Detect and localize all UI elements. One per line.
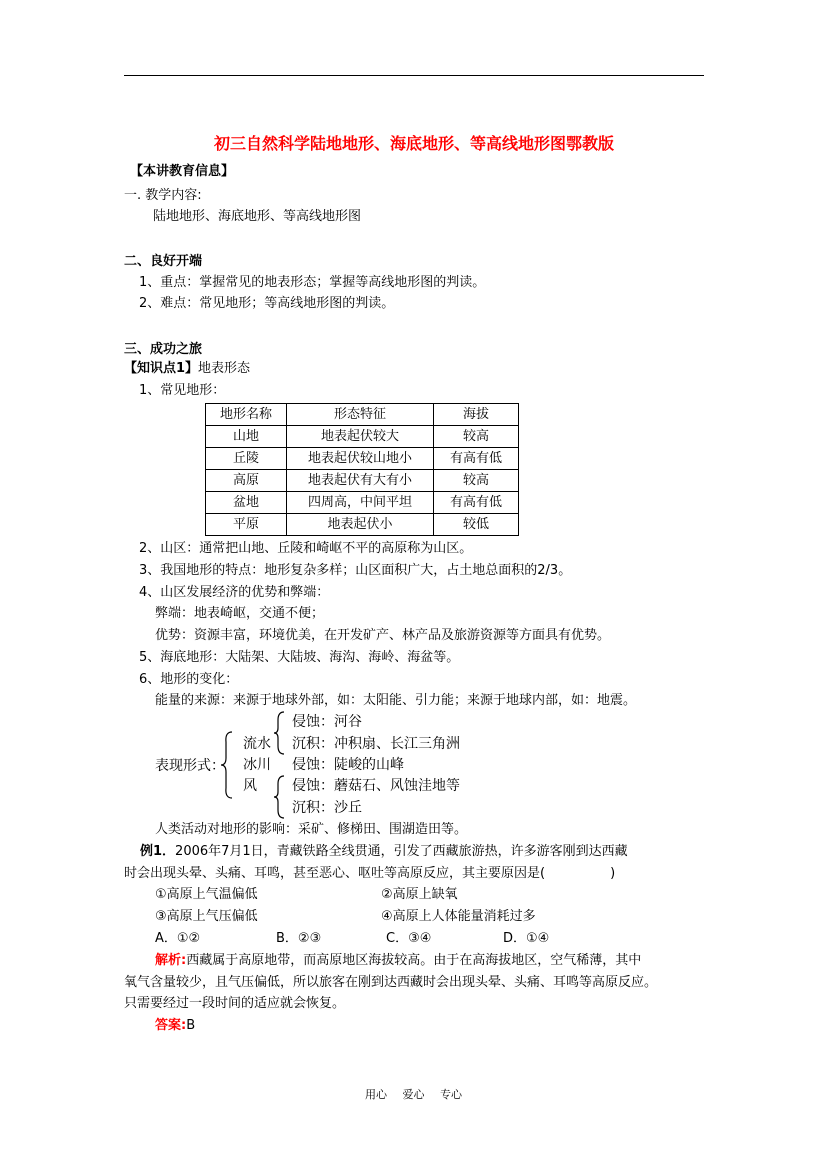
example-line-1	[140, 843, 628, 861]
table-cell: 较高	[434, 426, 519, 448]
answer-line	[155, 1017, 195, 1035]
wind-brace-icon	[273, 775, 285, 820]
forms-label: 表现形式：	[155, 758, 225, 774]
terrain-change-item: 6、地形的变化：	[139, 672, 239, 687]
answer-label: 答案:	[155, 1018, 187, 1033]
china-terrain-item: 3、我国地形的特点：地形复杂多样；山区面积广大，占土地总面积的2/3。	[139, 563, 572, 578]
table-cell: 较高	[434, 470, 519, 492]
table-row	[206, 426, 519, 448]
table-row	[206, 470, 519, 492]
disadvantage-text: 弊端：地表崎岖，交通不便；	[155, 606, 325, 621]
table-cell: 高原	[206, 470, 287, 492]
wind-deposit-text: 沉积：沙丘	[292, 800, 362, 816]
running-water-label: 流水	[243, 736, 271, 752]
section-3-label: 三、成功之旅	[124, 342, 203, 357]
knowledge-point-title: 地表形态	[198, 361, 251, 376]
knowledge-point-heading	[124, 360, 250, 378]
common-terrain-label: 1、常见地形：	[139, 383, 226, 398]
section-heading-info: 【本讲教育信息】	[130, 164, 235, 179]
option-4: ④高原上人体能量消耗过多	[381, 909, 536, 924]
glacier-label: 冰川	[243, 757, 271, 773]
table-row	[206, 448, 519, 470]
choice-a: A．①②	[155, 931, 201, 946]
water-brace-icon	[273, 711, 285, 756]
human-impact-text: 人类活动对地形的影响：采矿、修梯田、围湖造田等。	[155, 822, 468, 837]
option-3: ③高原上气压偏低	[155, 909, 258, 924]
choice-d: D．①④	[503, 931, 550, 946]
option-2: ②高原上缺氧	[381, 887, 458, 902]
water-erosion-text: 侵蚀：河谷	[292, 714, 362, 730]
table-cell: 平原	[206, 514, 287, 536]
table-cell: 地表起伏有大有小	[287, 470, 434, 492]
page-footer	[0, 1086, 827, 1102]
glacier-erosion-text: 侵蚀：陡峻的山峰	[292, 757, 404, 773]
table-header-cell: 海拔	[434, 404, 519, 426]
table-cell: 有高有低	[434, 492, 519, 514]
table-cell: 较低	[434, 514, 519, 536]
table-cell: 四周高，中间平坦	[287, 492, 434, 514]
table-cell: 盆地	[206, 492, 287, 514]
answer-value: B	[186, 1018, 196, 1033]
energy-source-text: 能量的来源：来源于地球外部，如：太阳能、引力能；来源于地球内部，如：地震。	[155, 693, 637, 708]
example-line-2: 时会出现头晕、头痛、耳鸣，甚至恶心、呕吐等高原反应，其主要原因是( )	[124, 866, 616, 881]
table-row	[206, 492, 519, 514]
wind-label: 风	[243, 778, 257, 794]
table-cell: 地表起伏小	[287, 514, 434, 536]
mountain-economy-item: 4、山区发展经济的优势和弊端：	[139, 585, 330, 600]
wind-erosion-text: 侵蚀：蘑菇石、风蚀洼地等	[292, 778, 460, 794]
analysis-line-3: 只需要经过一段时间的适应就会恢复。	[124, 996, 346, 1011]
choice-c: C．③④	[386, 931, 432, 946]
section-1-text: 陆地地形、海底地形、等高线地形图	[153, 209, 362, 224]
table-header-cell: 形态特征	[287, 404, 434, 426]
water-deposit-text: 沉积：冲积扇、长江三角洲	[292, 736, 460, 752]
table-row	[206, 514, 519, 536]
knowledge-point-bracket: 【知识点1】	[124, 361, 199, 376]
main-brace-icon	[220, 730, 234, 800]
option-1: ①高原上气温偏低	[155, 887, 258, 902]
terrain-table	[205, 403, 519, 536]
analysis-line-2: 氧气含量较少，且气压偏低，所以旅客在刚到达西藏时会出现头晕、头痛、耳鸣等高原反应。	[124, 975, 658, 990]
example-label: 例1．	[140, 844, 176, 859]
table-header-row	[206, 404, 519, 426]
table-cell: 有高有低	[434, 448, 519, 470]
table-cell: 地表起伏较大	[287, 426, 434, 448]
choice-b: B．②③	[276, 931, 322, 946]
section-2-label: 二、良好开端	[124, 254, 203, 269]
table-cell: 山地	[206, 426, 287, 448]
advantage-text: 优势：资源丰富，环境优美，在开发矿产、林产品及旅游资源等方面具有优势。	[155, 628, 611, 643]
table-cell: 丘陵	[206, 448, 287, 470]
mountain-area-item: 2、山区：通常把山地、丘陵和崎岖不平的高原称为山区。	[139, 541, 473, 556]
page-title: 初三自然科学陆地地形、海底地形、等高线地形图鄂教版	[213, 134, 614, 153]
section-1-label: 一. 教学内容:	[124, 188, 202, 203]
analysis-line-1	[155, 952, 641, 970]
example-text-1: 2006年7月1日，青藏铁路全线贯通，引发了西藏旅游热，许多游客刚到达西藏	[175, 844, 628, 859]
footer-text-3: 专心	[440, 1088, 462, 1101]
footer-text-2: 爱心	[402, 1088, 425, 1101]
difficulty-item: 2、难点：常见地形；等高线地形图的判读。	[139, 296, 395, 311]
header-rule	[124, 75, 704, 76]
seabed-terrain-item: 5、海底地形：大陆架、大陆坡、海沟、海岭、海盆等。	[139, 650, 460, 665]
table-cell: 地表起伏较山地小	[287, 448, 434, 470]
key-point-item: 1、重点：掌握常见的地表形态；掌握等高线地形图的判读。	[139, 275, 486, 290]
footer-text-1: 用心	[365, 1088, 387, 1101]
table-header-cell: 地形名称	[206, 404, 287, 426]
analysis-text-1: 西藏属于高原地带，而高原地区海拔较高。由于在高海拔地区，空气稀薄，其中	[186, 953, 642, 968]
analysis-label: 解析:	[155, 953, 187, 968]
